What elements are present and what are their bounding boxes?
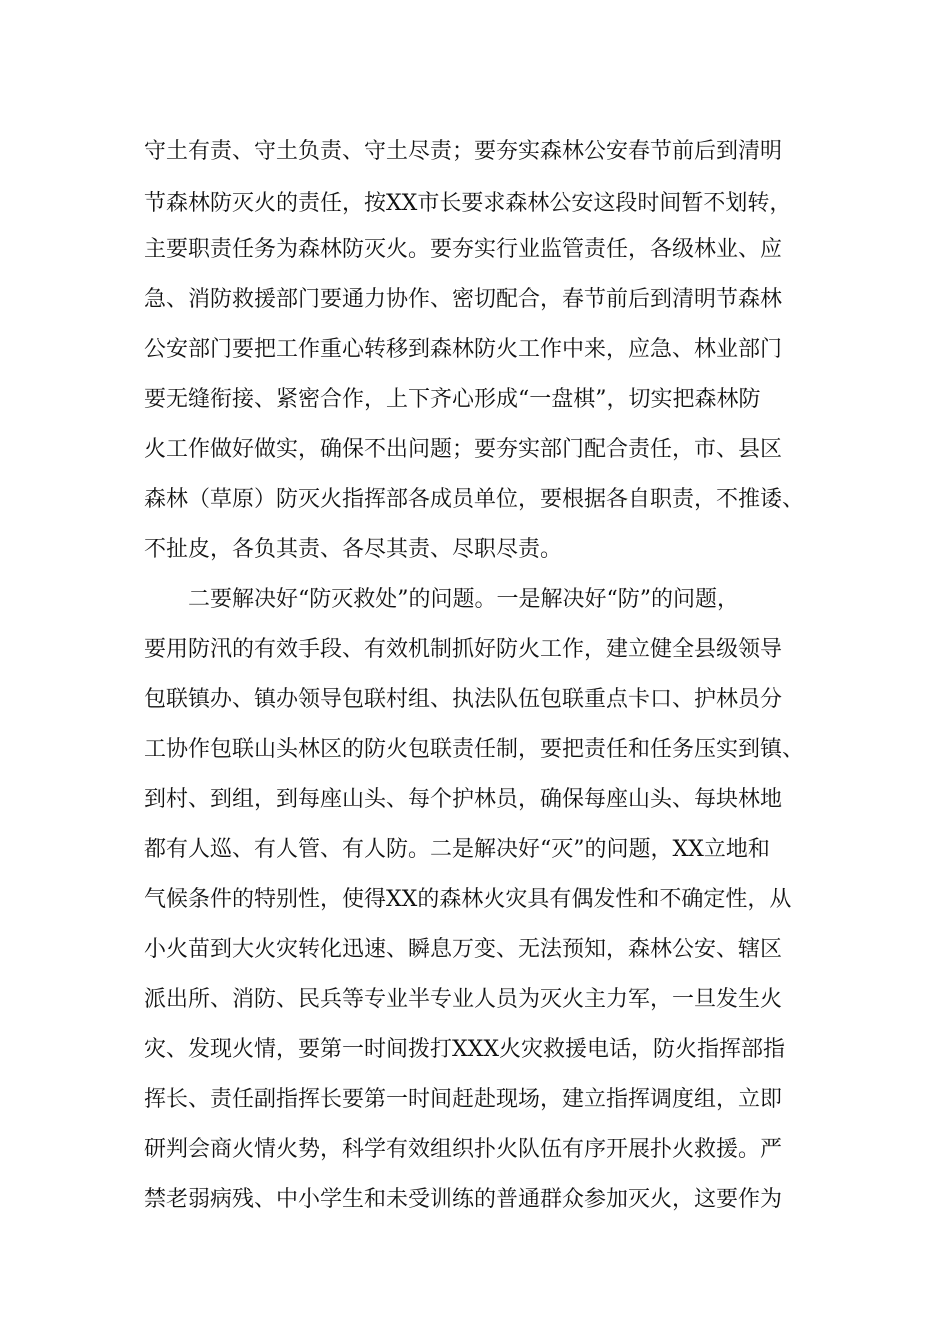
text-line: 守土有责、守土负责、守土尽责；要夯实森林公安春节前后到清明	[144, 139, 783, 164]
text-line: 公安部门要把工作重心转移到森林防火工作中来，应急、林业部门	[144, 337, 783, 362]
text-line: 森林（草原）防灭火指挥部各成员单位，要根据各自职责，不推诿、	[144, 487, 805, 512]
text-line: 火工作做好做实，确保不出问题；要夯实部门配合责任，市、县区	[144, 437, 783, 462]
text-line: 气候条件的特别性，使得XX的森林火灾具有偶发性和不确定性，从	[144, 887, 792, 912]
text-line: 禁老弱病残、中小学生和未受训练的普通群众参加灭火，这要作为	[144, 1187, 783, 1212]
text-line: 包联镇办、镇办领导包联村组、执法队伍包联重点卡口、护林员分	[144, 687, 783, 712]
text-line: 派出所、消防、民兵等专业半专业人员为灭火主力军，一旦发生火	[144, 987, 783, 1012]
text-line: 节森林防灭火的责任，按XX市长要求森林公安这段时间暂不划转，	[144, 191, 792, 216]
text-line: 工协作包联山头林区的防火包联责任制，要把责任和任务压实到镇、	[144, 737, 805, 762]
text-line: 到村、到组，到每座山头、每个护林员，确保每座山头、每块林地	[144, 787, 783, 812]
text-line: 要无缝衔接、紧密合作，上下齐心形成“一盘棋”，切实把森林防	[144, 387, 761, 412]
text-line: 灾、发现火情，要第一时间拨打XXX火灾救援电话，防火指挥部指	[144, 1037, 785, 1062]
text-line: 要用防汛的有效手段、有效机制抓好防火工作，建立健全县级领导	[144, 637, 783, 662]
paragraph-first-line: 二要解决好“防灭救处”的问题。一是解决好“防”的问题，	[188, 587, 739, 612]
text-line: 主要职责任务为森林防灭火。要夯实行业监管责任，各级林业、应	[144, 237, 783, 262]
text-line: 小火苗到大火灾转化迅速、瞬息万变、无法预知，森林公安、辖区	[144, 937, 783, 962]
text-line: 都有人巡、有人管、有人防。二是解决好“灭”的问题，XX立地和	[144, 837, 770, 862]
text-line: 急、消防救援部门要通力协作、密切配合，春节前后到清明节森林	[144, 287, 783, 312]
text-line: 不扯皮，各负其责、各尽其责、尽职尽责。	[144, 537, 563, 562]
text-line: 挥长、责任副指挥长要第一时间赶赴现场，建立指挥调度组，立即	[144, 1087, 783, 1112]
text-line: 研判会商火情火势，科学有效组织扑火队伍有序开展扑火救援。严	[144, 1137, 783, 1162]
